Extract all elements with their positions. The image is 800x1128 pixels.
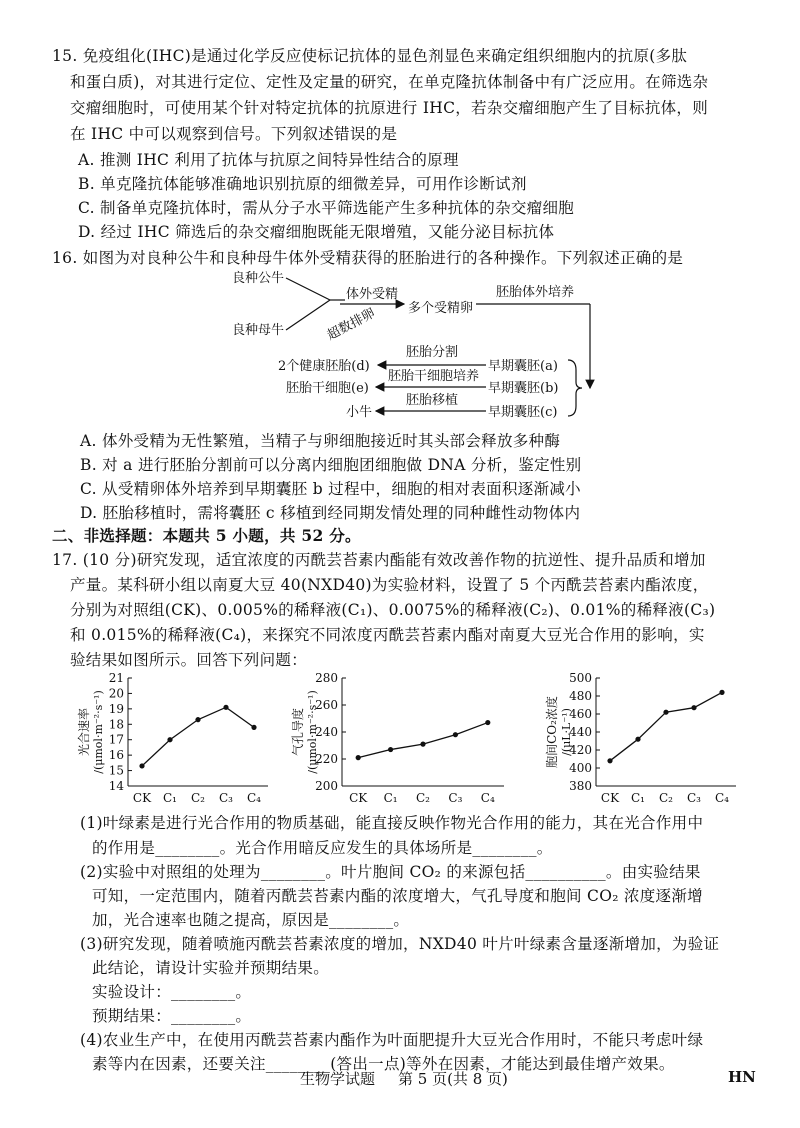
chart3-ytick-label: 380 (569, 779, 592, 793)
chart3-yunit: /(μL·L⁻¹) (560, 708, 573, 756)
q17-sub1-line-2: 的作用是________。光合作用暗反应发生的具体场所是________。 (92, 839, 553, 857)
q15-option-b: B. 单克隆抗体能够准确地识别抗原的细微差异，可用作诊断试剂 (78, 175, 527, 193)
transfer-label: 胚胎移植 (406, 393, 459, 408)
chart2-xtick-label: C₃ (448, 791, 463, 805)
chart1-xtick-label: C₂ (191, 791, 205, 805)
q15-option-d: D. 经过 IHC 筛选后的杂交瘤细胞既能无限增殖，又能分泌目标抗体 (78, 223, 555, 241)
q15-option-c: C. 制备单克隆抗体时，需从分子水平筛选能产生多种抗体的杂交瘤细胞 (78, 199, 575, 217)
q16-option-c: C. 从受精卵体外培养到早期囊胚 b 过程中，细胞的相对表面积逐渐减小 (80, 480, 581, 498)
chart2-ytick-label: 280 (315, 671, 338, 685)
q16-stem: 16. 如图为对良种公牛和良种母牛体外受精获得的胚胎进行的各种操作。下列叙述正确的是 (52, 249, 684, 267)
chart1-xtick-label: C₄ (247, 791, 261, 805)
chart2-ytick-label: 240 (315, 725, 338, 739)
q15-line-4: 在 IHC 中可以观察到信号。下列叙述错误的是 (70, 125, 398, 143)
chart2-series-line (358, 723, 488, 758)
chart3-data-point (635, 737, 640, 742)
chart2-ytick-label: 220 (315, 752, 338, 766)
q16-option-d: D. 胚胎移植时，需将囊胚 c 移植到经同期发情处理的同种雌性动物体内 (80, 504, 581, 522)
q17-sub2-line-3: 加，光合速率也随之提高，原因是________。 (92, 911, 410, 929)
chart2-xtick-label: C₄ (480, 791, 495, 805)
blastocyst-c: 早期囊胚(c) (488, 405, 558, 420)
q17-line-3: 分别为对照组(CK)、0.005%的稀释液(C₁)、0.0075%的稀释液(C₂)、0.01%的稀释液(C₃) (70, 601, 716, 619)
chart1-ylabel: 光合速率 (77, 707, 91, 757)
chart3-ytick-label: 420 (569, 743, 592, 757)
bull-arrow (286, 278, 330, 300)
cow-arrow (286, 300, 330, 330)
bull-label: 良种公牛 (232, 271, 285, 286)
culture-label: 胚胎体外培养 (496, 285, 575, 300)
ivf-label: 体外受精 (346, 287, 399, 302)
chart2-yunit: /(μmol·m⁻²·s⁻¹) (306, 690, 319, 774)
chart3-data-point (663, 710, 668, 715)
chart1-ytick-label: 19 (108, 701, 124, 716)
chart1-xtick-label: C₃ (219, 791, 233, 805)
embryo-flow-diagram (0, 270, 800, 430)
q15-line-3: 交瘤细胞时，可使用某个针对特定抗体的抗原进行 IHC，若杂交瘤细胞产生了目标抗体，则 (70, 99, 709, 117)
chart3-data-point (607, 758, 612, 763)
chart3-ytick-label: 440 (569, 725, 592, 739)
chart2-data-point (356, 755, 361, 760)
output-e: 胚胎干细胞(e) (286, 381, 369, 396)
chart1-ytick-label: 21 (108, 671, 124, 685)
blastocyst-a: 早期囊胚(a) (488, 359, 558, 374)
chart1-ytick-label: 16 (108, 748, 124, 763)
footer-code: HN (728, 1068, 756, 1086)
chart2-xtick-label: C₁ (383, 791, 398, 805)
blastocyst-b: 早期囊胚(b) (488, 381, 559, 396)
chart1-ytick-label: 17 (108, 732, 124, 747)
chart1-ytick-label: 15 (108, 763, 124, 778)
chart2-data-point (453, 732, 458, 737)
q17-sub3-line-2: 此结论，请设计实验并预期结果。 (92, 959, 330, 977)
q17-sub3-line-1: (3)研究发现，随着喷施丙酰芸苔素浓度的增加，NXD40 叶片叶绿素含量逐渐增加，为验证 (80, 935, 720, 953)
chart3-data-point (691, 705, 696, 710)
chart2-ylabel: 气孔导度 (291, 707, 305, 757)
chart3-xtick-label: C₂ (659, 791, 673, 805)
chart1-data-point (195, 717, 200, 722)
chart2-data-point (388, 747, 393, 752)
q15-line-2: 和蛋白质)，对其进行定位、定性及定量的研究，在单克隆抗体制备中有广泛应用。在筛选杂 (70, 73, 709, 91)
chart1-ytick-label: 18 (108, 717, 124, 732)
chart1-data-point (251, 725, 256, 730)
chart3-xtick-label: C₃ (687, 791, 701, 805)
chart3-xtick-label: C₁ (631, 791, 645, 805)
output-d: 2个健康胚胎(d) (278, 359, 370, 374)
q17-sub1-line-1: (1)叶绿素是进行光合作用的物质基础，能直接反映作物光合作用的能力，其在光合作用中 (80, 814, 704, 832)
q16-option-a: A. 体外受精为无性繁殖，当精子与卵细胞接近时其头部会释放多种酶 (80, 432, 561, 450)
q17-line-4: 和 0.015%的稀释液(C₄)，来探究不同浓度丙酰芸苔素内酯对南夏大豆光合作用的影响，实 (70, 626, 705, 644)
superovulation-label: 超数排卵 (324, 305, 378, 344)
footer-page: 第 5 页(共 8 页) (398, 1070, 508, 1088)
stem-culture-label: 胚胎干细胞培养 (388, 369, 480, 384)
chart2-xtick-label: CK (349, 791, 368, 805)
q17-line-2: 产量。某科研小组以南夏大豆 40(NXD40)为实验材料，设置了 5 个丙酰芸苔素内酯浓度， (70, 576, 709, 594)
chart3-ytick-label: 460 (569, 707, 592, 721)
chart1-xtick-label: CK (132, 791, 152, 805)
chart3-ylabel: 胞间CO₂浓度 (545, 696, 559, 768)
chart3-data-point (719, 690, 724, 695)
chart2-ytick-label: 260 (315, 698, 338, 712)
chart1-data-point (139, 763, 144, 768)
chart3-xtick-label: CK (600, 791, 620, 805)
q17-line-1: 17. (10 分)研究发现，适宜浓度的丙酰芸苔素内酯能有效改善作物的抗逆性、提升品质和增加 (52, 551, 706, 569)
chart2-data-point (420, 742, 425, 747)
chart3-ytick-label: 400 (569, 761, 592, 775)
chart3-series-line (610, 692, 722, 760)
q17-sub3-result: 预期结果：________。 (92, 1007, 252, 1025)
chart1-data-point (223, 705, 228, 710)
footer-title: 生物学试题 (300, 1070, 376, 1088)
blastocyst-brace (568, 360, 582, 416)
split-label: 胚胎分割 (406, 345, 459, 360)
zygotes-label: 多个受精卵 (408, 301, 474, 316)
q17-line-5: 验结果如图所示。回答下列问题： (70, 651, 308, 669)
q15-option-a: A. 推测 IHC 利用了抗体与抗原之间特异性结合的原理 (78, 151, 459, 169)
chart1-series-line (142, 707, 254, 766)
chart3-xtick-label: C₄ (715, 791, 729, 805)
chart1-ytick-label: 14 (108, 779, 124, 793)
cow-label: 良种母牛 (232, 323, 285, 338)
chart1-xtick-label: C₁ (163, 791, 177, 805)
q17-sub4-line-2: 素等内在因素，还要关注________(答出一点)等外在因素，才能达到最佳增产效果。 (92, 1055, 675, 1073)
chart2-data-point (485, 720, 490, 725)
q17-sub3-design: 实验设计：________。 (92, 983, 252, 1001)
chart1-data-point (167, 737, 172, 742)
output-calf: 小牛 (346, 405, 373, 420)
chart2-xtick-label: C₂ (416, 791, 430, 805)
chart3-ytick-label: 500 (569, 671, 592, 685)
section-header: 二、非选择题：本题共 5 小题，共 52 分。 (52, 526, 361, 545)
photosynthesis-charts (0, 660, 800, 810)
q17-sub2-line-2: 可知，一定范围内，随着丙酰芸苔素内酯的浓度增大，气孔导度和胞间 CO₂ 浓度逐渐增 (92, 887, 703, 905)
q17-sub4-line-1: (4)农业生产中，在使用丙酰芸苔素内酯作为叶面肥提升大豆光合作用时，不能只考虑叶绿 (80, 1031, 704, 1049)
q15-line-1: 15. 免疫组化(IHC)是通过化学反应使标记抗体的显色剂显色来确定组织细胞内的抗原(多肽 (52, 47, 688, 65)
chart2-ytick-label: 200 (315, 779, 338, 793)
chart1-yunit: /(μmol·m⁻²·s⁻¹) (92, 690, 105, 774)
chart1-ytick-label: 20 (108, 686, 124, 701)
chart3-ytick-label: 480 (569, 689, 592, 703)
q17-sub2-line-1: (2)实验中对照组的处理为________。叶片胞间 CO₂ 的来源包括__________。由实验结果 (80, 863, 701, 881)
q16-option-b: B. 对 a 进行胚胎分割前可以分离内细胞团细胞做 DNA 分析，鉴定性别 (80, 456, 582, 474)
